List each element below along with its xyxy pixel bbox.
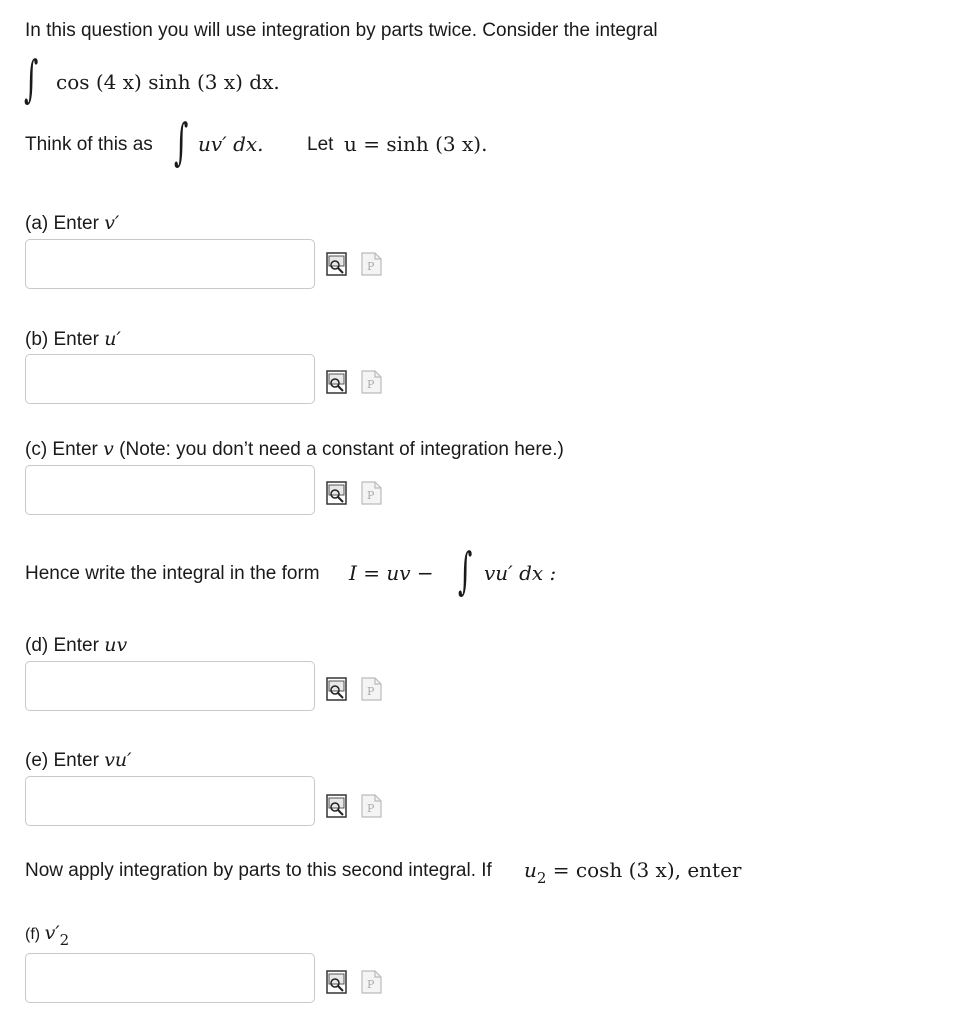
svg-text:P: P [367,978,375,991]
now-apply-text: Now apply integration by parts to this second integral. If [25,860,492,881]
think-prefix: Think of this as [25,134,153,155]
part-b-label: (b) Enter u′ [25,328,121,350]
svg-text:P: P [367,489,375,502]
preview-icon[interactable] [326,370,347,394]
part-e-label: (e) Enter vu′ [25,749,132,771]
hence-text: Hence write the integral in the form [25,563,320,584]
hence-rhs: vu′ dx : [484,561,557,585]
integral-sign-icon: ∫ [174,113,189,171]
equation-editor-icon[interactable] [361,677,382,701]
svg-text:P: P [367,685,375,698]
preview-icon[interactable] [326,252,347,276]
integral-sign-icon: ∫ [458,542,473,600]
svg-text:P: P [367,802,375,815]
answer-input-f[interactable] [25,953,315,1003]
think-form: uv′ dx. [198,132,264,156]
answer-input-b[interactable] [25,354,315,404]
equation-editor-icon[interactable] [361,370,382,394]
equation-editor-icon[interactable] [361,794,382,818]
equation-editor-icon[interactable] [361,970,382,994]
part-a-label: (a) Enter v′ [25,212,120,234]
now-u2-expression: $u_2 = \cosh (3$ x), enter [524,858,742,887]
answer-input-a[interactable] [25,239,315,289]
part-d-label: (d) Enter uv [25,634,128,656]
integrand: cos (4 x) sinh (3 x) dx. [56,70,280,94]
preview-icon[interactable] [326,794,347,818]
part-c-label: (c) Enter v (Note: you don’t need a constant of integration here.) [25,438,564,460]
intro-text: In this question you will use integration by parts twice. Consider the integral [25,20,658,41]
part-f-label: (f) $v'_2$ [25,922,70,949]
svg-text:P: P [367,260,375,273]
answer-input-e[interactable] [25,776,315,826]
equation-editor-icon[interactable] [361,481,382,505]
answer-input-d[interactable] [25,661,315,711]
let-label: Let [307,134,334,155]
hence-lhs: I = uv − [349,561,434,585]
preview-icon[interactable] [326,970,347,994]
answer-input-c[interactable] [25,465,315,515]
integral-sign-icon: ∫ [24,50,39,108]
let-expression: u = sinh (3 x). [344,132,488,156]
svg-text:P: P [367,378,375,391]
preview-icon[interactable] [326,677,347,701]
equation-editor-icon[interactable] [361,252,382,276]
preview-icon[interactable] [326,481,347,505]
